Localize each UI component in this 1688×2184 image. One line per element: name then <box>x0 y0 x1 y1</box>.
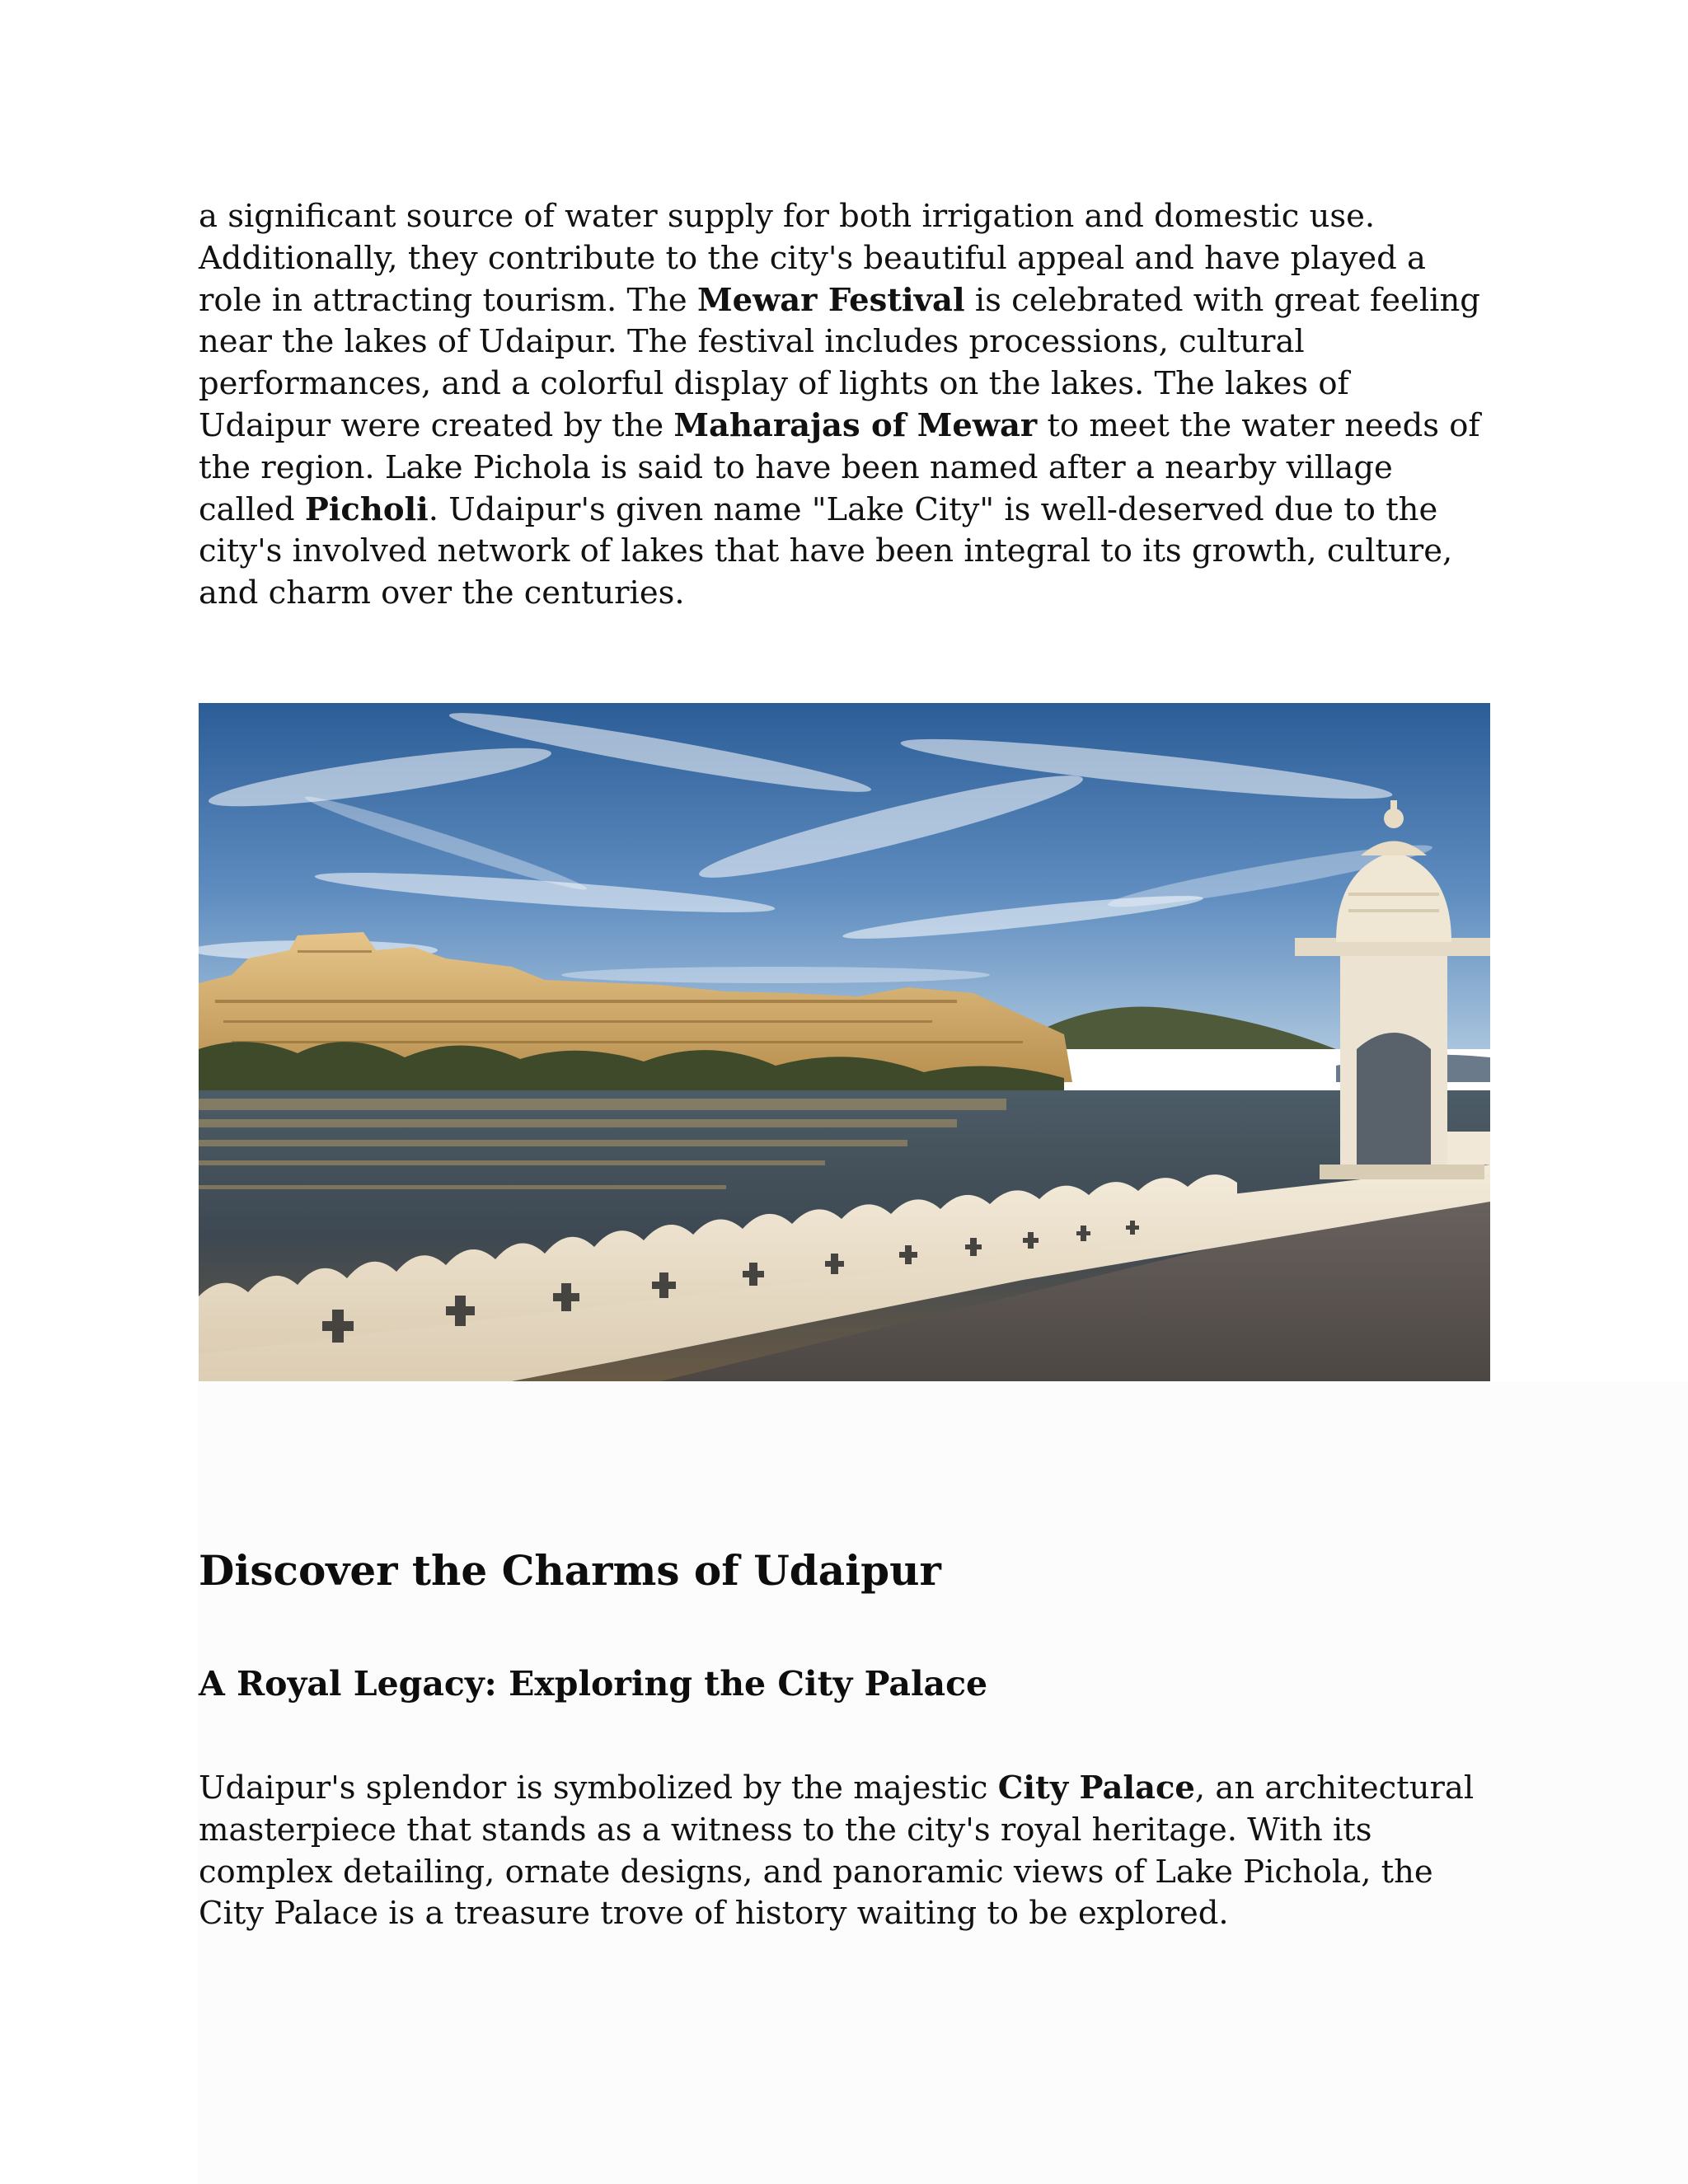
section-heading: Discover the Charms of Udaipur <box>199 1546 941 1595</box>
bold-term-mewar-festival: Mewar Festival <box>696 281 965 319</box>
city-palace-paragraph <box>199 1768 1493 1935</box>
line: . Udaipur's given name "Lake City" is well-deserved due to the <box>428 490 1438 528</box>
line: a significant source of water supply for both irrigation and domestic use. <box>199 198 1376 235</box>
section-subheading: A Royal Legacy: Exploring the City Palace <box>199 1664 988 1704</box>
line: City Palace is a treasure trove of history waiting to be explored. <box>199 1895 1229 1933</box>
line: complex detailing, ornate designs, and panoramic views of Lake Pichola, the <box>199 1853 1433 1891</box>
line: called <box>199 490 305 528</box>
line: , an architectural <box>1194 1769 1475 1807</box>
bold-term-city-palace: City Palace <box>997 1769 1195 1807</box>
lake-palace-illustration <box>199 703 1490 1381</box>
line: Udaipur's splendor is symbolized by the majestic <box>199 1769 998 1807</box>
line: near the lakes of Udaipur. The festival includes processions, cultural <box>199 323 1305 361</box>
bold-term-maharajas: Maharajas of Mewar <box>673 406 1038 444</box>
line: to meet the water needs of <box>1037 406 1480 444</box>
line: Udaipur were created by the <box>199 406 674 444</box>
line: the region. Lake Pichola is said to have been named after a nearby village <box>199 448 1393 486</box>
line: performances, and a colorful display of lights on the lakes. The lakes of <box>199 365 1349 403</box>
line: is celebrated with great feeling <box>964 281 1480 319</box>
intro-paragraph <box>199 196 1493 615</box>
line: city's involved network of lakes that have been integral to its growth, culture, <box>199 532 1453 570</box>
bold-term-picholi: Picholi <box>304 490 429 528</box>
line: masterpiece that stands as a witness to the city's royal heritage. With its <box>199 1811 1372 1849</box>
line: Additionally, they contribute to the city's beautiful appeal and have played a <box>199 239 1426 277</box>
line: role in attracting tourism. The <box>199 281 697 319</box>
lake-palace-photo <box>199 703 1490 1381</box>
line: and charm over the centuries. <box>199 574 685 612</box>
intro-paragraph-block <box>199 196 1493 615</box>
